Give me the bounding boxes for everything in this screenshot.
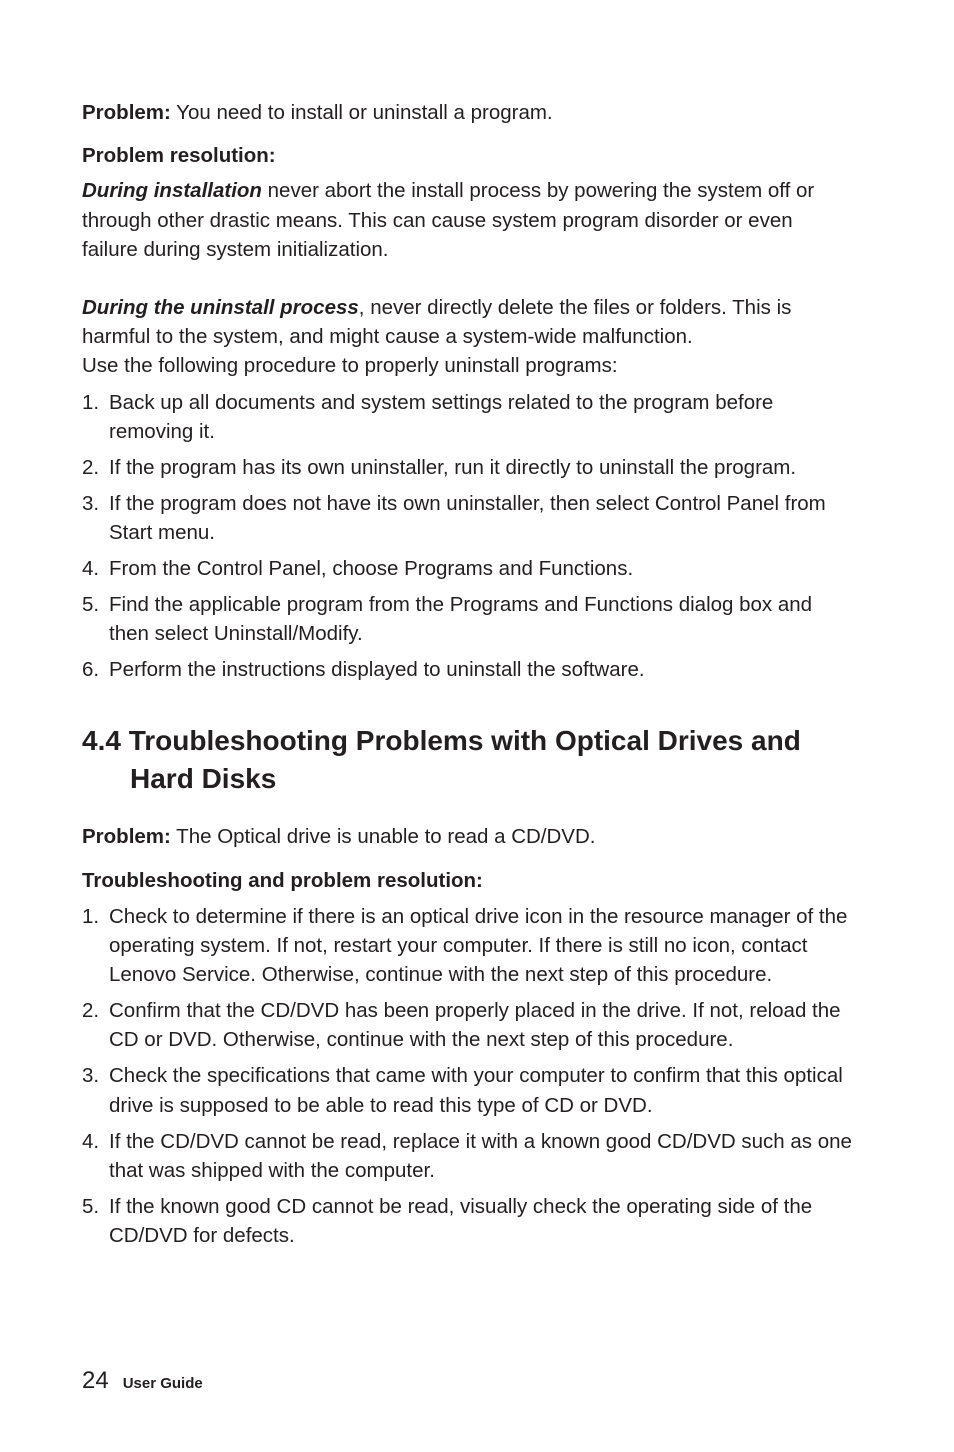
list-item-text: Perform the instructions displayed to uninstall the software. — [109, 658, 645, 682]
list-item-text: If the CD/DVD cannot be read, replace it with a known good CD/DVD such as one that was shipped with the computer. — [109, 1129, 852, 1182]
problem-label: Problem: — [82, 101, 171, 124]
problem-text: You need to install or uninstall a program. — [170, 101, 553, 124]
uninstall-paragraph — [82, 293, 852, 351]
list-item-text: Back up all documents and system settings related to the program before removing it. — [109, 390, 774, 443]
list-item-text: If the known good CD cannot be read, visually check the operating side of the CD/DVD for defects. — [109, 1194, 813, 1248]
footer-label: User Guide — [122, 1375, 203, 1392]
uninstall-text: , never directly delete the files or folders. This is harmful to the system, and might cause a system-wide malfunction. — [82, 296, 792, 349]
section-heading: 4.4 Troubleshooting Problems with Optical Drives and Hard Disks — [82, 725, 801, 795]
procedure-intro: Use the following procedure to properly uninstall programs: — [82, 354, 618, 378]
list-item-number: 5. — [82, 1194, 100, 1218]
uninstall-lead: During the uninstall process — [82, 296, 359, 320]
page-content — [82, 98, 852, 1257]
problem-statement-install — [82, 98, 852, 127]
list-item-text: Confirm that the CD/DVD has been properly placed in the drive. If not, reload the CD or DVD. Otherwise, continue with the next step of this procedure. — [109, 999, 841, 1052]
troubleshooting-steps-list — [82, 902, 852, 1250]
list-item — [82, 388, 852, 446]
problem-label: Problem: — [82, 825, 171, 849]
install-text: never abort the install process by powering the system off or through other drastic means. This can cause system program disorder or even failure during system initialization. — [82, 179, 815, 261]
uninstall-steps-list — [82, 388, 852, 685]
resolution-label: Problem resolution: — [82, 144, 276, 168]
page-number: 24 — [82, 1367, 109, 1394]
list-item — [82, 996, 852, 1054]
list-item-text: If the program does not have its own uninstaller, then select Control Panel from Start menu. — [109, 491, 826, 545]
troubleshooting-label: Troubleshooting and problem resolution: — [82, 868, 483, 892]
list-item-number: 2. — [82, 455, 100, 479]
list-item — [82, 655, 852, 684]
list-item — [82, 590, 852, 648]
paragraph-gap — [82, 264, 852, 293]
list-item — [82, 554, 852, 583]
list-item — [82, 453, 852, 482]
install-lead: During installation — [82, 179, 262, 203]
install-paragraph — [82, 176, 852, 264]
problem-statement-optical — [82, 822, 852, 851]
list-item-text: Check the specifications that came with your computer to confirm that this optical drive is supposed to be able to read this type of CD or DVD. — [109, 1064, 843, 1117]
list-item-number: 2. — [82, 999, 100, 1023]
list-item — [82, 1192, 852, 1250]
list-item — [82, 902, 852, 990]
list-item — [82, 1061, 852, 1119]
page-footer — [82, 1367, 203, 1395]
list-item-number: 3. — [82, 1064, 100, 1088]
list-item-number: 4. — [82, 557, 100, 581]
list-item-number: 3. — [82, 491, 100, 515]
list-item-text: Find the applicable program from the Programs and Functions dialog box and then select Uninstall/Modify. — [109, 593, 813, 646]
list-item-number: 1. — [82, 904, 100, 928]
list-item-text: Check to determine if there is an optical drive icon in the resource manager of the operating system. If not, restart your computer. If there is still no icon, contact Lenovo Service. Otherwise, continue with the next step of this procedure. — [109, 904, 848, 987]
problem-text: The Optical drive is unable to read a CD/DVD. — [170, 825, 596, 849]
list-item-number: 6. — [82, 658, 100, 682]
list-item-text: If the program has its own uninstaller, run it directly to uninstall the program. — [109, 455, 797, 479]
list-item — [82, 489, 852, 547]
list-item-text: From the Control Panel, choose Programs and Functions. — [109, 557, 634, 581]
list-item-number: 1. — [82, 390, 100, 414]
list-item-number: 4. — [82, 1129, 100, 1153]
list-item — [82, 1127, 852, 1185]
list-item-number: 5. — [82, 593, 100, 617]
